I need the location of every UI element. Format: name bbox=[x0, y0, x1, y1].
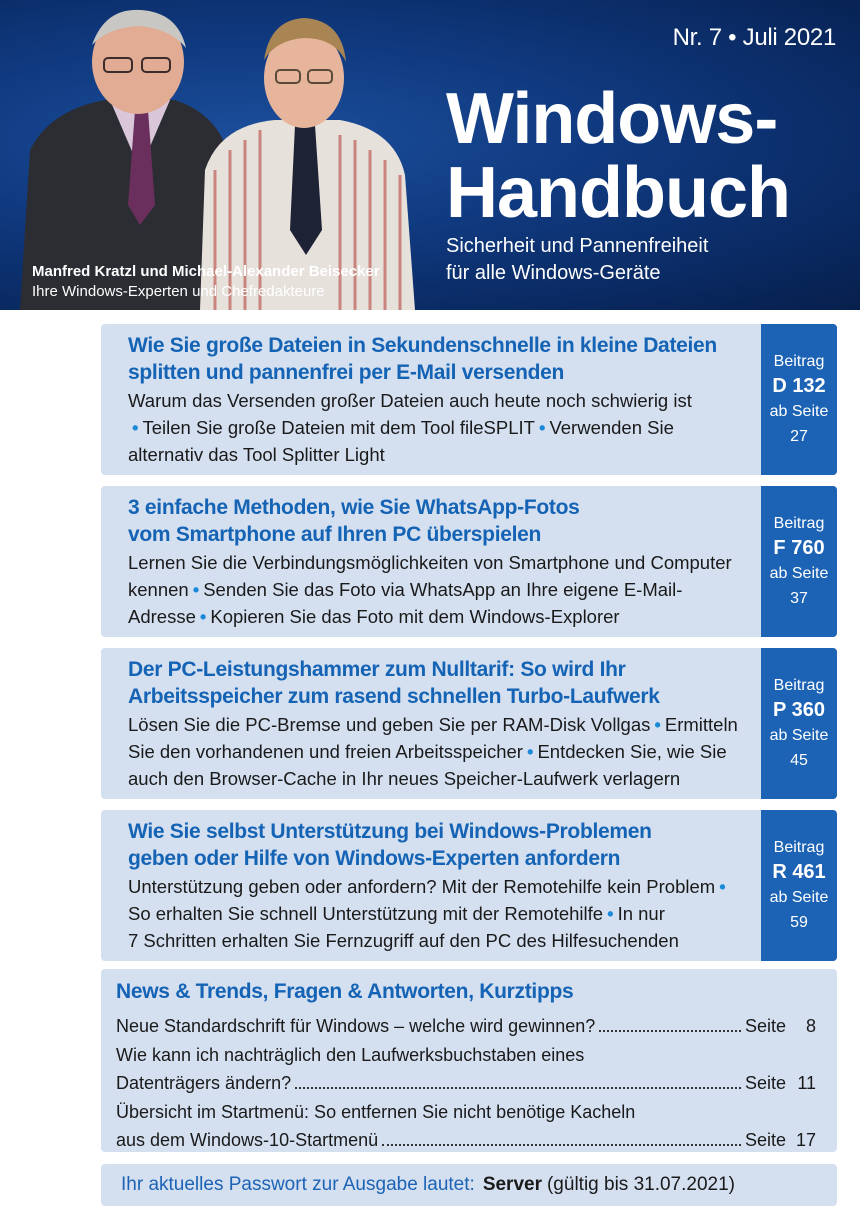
tag-from: ab Seite bbox=[769, 888, 829, 906]
summary-line bbox=[128, 576, 756, 603]
article-title bbox=[128, 332, 756, 386]
tag-from: ab Seite bbox=[769, 402, 829, 420]
article-title-line: Wie Sie selbst Unterstützung bei Windows-Problemen bbox=[128, 820, 652, 843]
summary-text: Warum das Versenden großer Dateien auch heute noch schwierig ist bbox=[128, 390, 692, 411]
article-summary bbox=[128, 711, 756, 792]
password-value: Server bbox=[482, 1174, 542, 1195]
news-item-text: aus dem Windows-10-Startmenü bbox=[116, 1130, 379, 1150]
news-item-text: Wie kann ich nachträglich den Laufwerksbuchstaben eines bbox=[116, 1045, 585, 1065]
editors-role: Ihre Windows-Experten und Chefredakteure bbox=[32, 283, 325, 300]
bullet-icon: • bbox=[538, 417, 546, 438]
article-title-line: Wie Sie große Dateien in Sekundenschnelle in kleine Dateien bbox=[128, 334, 717, 357]
news-row bbox=[116, 1069, 816, 1097]
bullet-icon: • bbox=[607, 903, 614, 924]
tag-from: ab Seite bbox=[769, 726, 829, 744]
summary-line bbox=[128, 738, 756, 765]
article-summary bbox=[128, 549, 756, 630]
news-item-text: Neue Standardschrift für Windows – welche wird gewinnen? bbox=[116, 1016, 596, 1036]
tag-label: Beitrag bbox=[773, 514, 825, 532]
summary-line bbox=[128, 549, 756, 576]
news-page-label: Seite bbox=[744, 1073, 786, 1093]
summary-line bbox=[128, 873, 756, 900]
summary-text: Verwenden Sie bbox=[549, 417, 674, 438]
tag-page: 59 bbox=[790, 913, 808, 931]
leader-dots bbox=[599, 1030, 741, 1032]
article-title bbox=[128, 494, 756, 548]
news-page-label: Seite bbox=[744, 1130, 786, 1150]
bullet-icon: • bbox=[192, 579, 200, 600]
article-reference-tag bbox=[761, 810, 837, 961]
summary-text: Unterstützung geben oder anfordern? Mit der Remotehilfe kein Problem bbox=[128, 876, 716, 897]
password-validity: (gültig bis 31.07.2021) bbox=[546, 1174, 735, 1195]
summary-line bbox=[128, 765, 756, 792]
article-summary bbox=[128, 873, 756, 954]
summary-text: alternativ das Tool Splitter Light bbox=[128, 444, 385, 465]
summary-text: Lösen Sie die PC-Bremse und geben Sie per RAM-Disk Vollgas bbox=[128, 714, 651, 735]
summary-line bbox=[128, 441, 756, 468]
summary-text: Adresse bbox=[128, 606, 196, 627]
leader-dots bbox=[382, 1144, 741, 1146]
summary-text: Sie den vorhandenen und freien Arbeitsspeicher bbox=[128, 741, 523, 762]
title-line-2: Handbuch bbox=[446, 153, 790, 233]
summary-text: Entdecken Sie, wie Sie bbox=[537, 741, 727, 762]
article-title bbox=[128, 818, 756, 872]
article-title-line: Der PC-Leistungshammer zum Nulltarif: So wird Ihr bbox=[128, 658, 626, 681]
summary-line bbox=[128, 603, 756, 630]
leader-dots bbox=[295, 1087, 741, 1089]
magazine-title bbox=[446, 79, 856, 233]
article-title bbox=[128, 656, 756, 710]
news-item[interactable] bbox=[116, 1012, 816, 1040]
summary-text: In nur bbox=[617, 903, 665, 924]
tag-label: Beitrag bbox=[773, 838, 825, 856]
news-page-number: 11 bbox=[797, 1073, 816, 1093]
summary-text: Kopieren Sie das Foto mit dem Windows-Explorer bbox=[210, 606, 620, 627]
summary-text: Ermitteln bbox=[664, 714, 738, 735]
tag-label: Beitrag bbox=[773, 352, 825, 370]
article-block-d132[interactable] bbox=[101, 324, 837, 475]
news-item[interactable] bbox=[116, 1098, 816, 1154]
bullet-icon: • bbox=[526, 741, 534, 762]
magazine-subtitle bbox=[446, 233, 846, 287]
article-block-f760[interactable] bbox=[101, 486, 837, 637]
subtitle-line-1: Sicherheit und Pannenfreiheit bbox=[446, 235, 709, 257]
summary-text: auch den Browser-Cache in Ihr neues Speicher-Laufwerk verlagern bbox=[128, 768, 681, 789]
news-item-text: Übersicht im Startmenü: So entfernen Sie nicht benötige Kacheln bbox=[116, 1102, 636, 1122]
tag-page: 45 bbox=[790, 751, 808, 769]
title-line-1: Windows- bbox=[446, 79, 778, 159]
summary-line bbox=[128, 414, 756, 441]
article-reference-tag bbox=[761, 486, 837, 637]
summary-line bbox=[128, 927, 756, 954]
news-section bbox=[101, 969, 837, 1152]
news-row bbox=[116, 1012, 816, 1040]
article-title-line: Arbeitsspeicher zum rasend schnellen Turbo-Laufwerk bbox=[128, 685, 660, 708]
article-title-line: vom Smartphone auf Ihren PC überspielen bbox=[128, 523, 542, 546]
summary-line bbox=[128, 387, 756, 414]
bullet-icon: • bbox=[654, 714, 661, 735]
tag-page: 37 bbox=[790, 589, 808, 607]
issue-number: Nr. 7 • Juli 2021 bbox=[672, 24, 836, 51]
news-page-number: 17 bbox=[795, 1130, 816, 1150]
summary-text: Teilen Sie große Dateien mit dem Tool fileSPLIT bbox=[142, 417, 535, 438]
summary-text: So erhalten Sie schnell Unterstützung mit der Remotehilfe bbox=[128, 903, 604, 924]
cover-header bbox=[0, 0, 860, 310]
summary-text: Lernen Sie die Verbindungsmöglichkeiten von Smartphone und Computer bbox=[128, 552, 732, 573]
password-label: Ihr aktuelles Passwort zur Ausgabe lautet: bbox=[121, 1174, 475, 1195]
bullet-icon: • bbox=[719, 876, 726, 897]
news-heading: News & Trends, Fragen & Antworten, Kurztipps bbox=[116, 980, 574, 1003]
article-title-line: splitten und pannenfrei per E-Mail versenden bbox=[128, 361, 565, 384]
news-item[interactable] bbox=[116, 1041, 816, 1097]
article-summary bbox=[128, 387, 756, 468]
news-list bbox=[116, 1012, 816, 1155]
password-bar bbox=[101, 1164, 837, 1206]
news-item-text: Datenträgers ändern? bbox=[116, 1073, 292, 1093]
tag-code: D 132 bbox=[772, 374, 826, 397]
summary-text: kennen bbox=[128, 579, 189, 600]
news-row bbox=[116, 1126, 816, 1154]
bullet-icon: • bbox=[199, 606, 207, 627]
editors-names: Manfred Kratzl und Michael-Alexander Beisecker bbox=[32, 263, 380, 280]
article-title-line: 3 einfache Methoden, wie Sie WhatsApp-Fotos bbox=[128, 496, 580, 519]
article-reference-tag bbox=[761, 324, 837, 475]
tag-page: 27 bbox=[790, 427, 808, 445]
bullet-icon: • bbox=[132, 417, 139, 438]
subtitle-line-2: für alle Windows-Geräte bbox=[446, 262, 661, 284]
article-reference-tag bbox=[761, 648, 837, 799]
article-title-line: geben oder Hilfe von Windows-Experten anfordern bbox=[128, 847, 621, 870]
news-page-number: 8 bbox=[805, 1016, 816, 1036]
summary-line bbox=[128, 711, 756, 738]
article-block-r461[interactable] bbox=[101, 810, 837, 961]
news-page-label: Seite bbox=[744, 1016, 786, 1036]
tag-code: R 461 bbox=[772, 860, 826, 883]
article-block-p360[interactable] bbox=[101, 648, 837, 799]
tag-code: P 360 bbox=[773, 698, 825, 721]
editors-caption bbox=[32, 262, 380, 302]
summary-text: 7 Schritten erhalten Sie Fernzugriff auf den PC des Hilfesuchenden bbox=[128, 930, 679, 951]
tag-from: ab Seite bbox=[769, 564, 829, 582]
summary-line bbox=[128, 900, 756, 927]
tag-label: Beitrag bbox=[773, 676, 825, 694]
summary-text: Senden Sie das Foto via WhatsApp an Ihre eigene E-Mail- bbox=[203, 579, 683, 600]
tag-code: F 760 bbox=[773, 536, 825, 559]
